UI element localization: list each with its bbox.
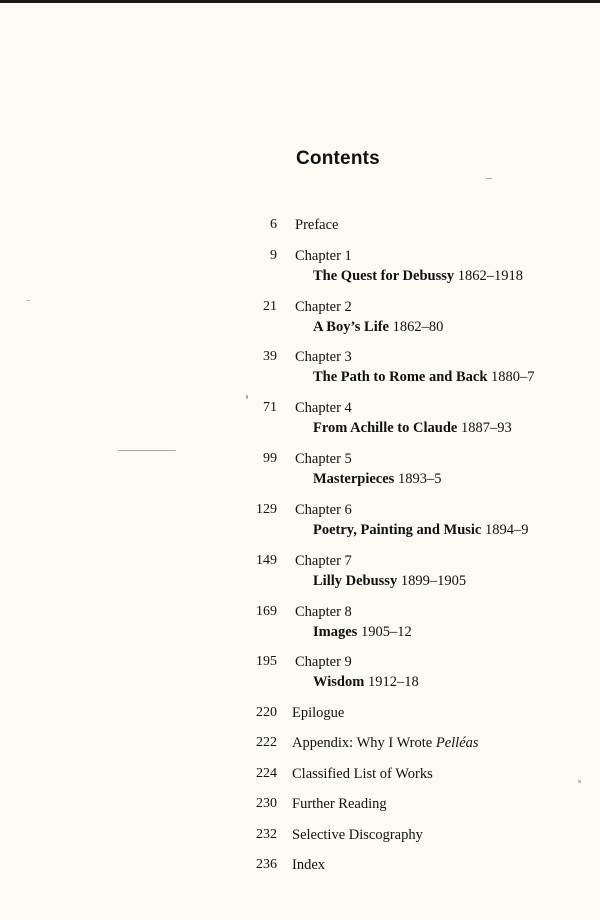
page-number: 224	[256, 766, 277, 781]
chapter-dates: 1912–18	[367, 674, 419, 690]
chapter-dates: 1862–80	[392, 319, 444, 335]
page-number: 71	[263, 400, 277, 415]
chapter-title	[313, 674, 419, 691]
page-number: 9	[270, 248, 277, 263]
chapter-dates: 1905–12	[360, 624, 412, 640]
page-number: 232	[256, 827, 277, 842]
scan-speck	[578, 780, 581, 783]
page-number: 230	[256, 796, 277, 811]
entry-label: Classified List of Works	[292, 766, 433, 782]
page-number: 39	[263, 349, 277, 364]
entry-label: Index	[292, 857, 326, 873]
chapter-title	[313, 319, 443, 336]
chapter-label: Chapter 1	[295, 248, 352, 264]
chapter-title-text: The Quest for Debussy	[313, 268, 455, 284]
chapter-title-text: Masterpieces	[313, 471, 395, 487]
chapter-dates: 1899–1905	[400, 573, 467, 589]
page-number: 21	[263, 299, 277, 314]
chapter-label: Chapter 3	[295, 349, 352, 365]
chapter-title	[313, 420, 512, 437]
chapter-title-text: Wisdom	[313, 674, 365, 690]
scan-speck	[118, 450, 176, 451]
entry-label-text: Appendix: Why I Wrote	[292, 735, 436, 751]
chapter-title-text: Poetry, Painting and Music	[313, 522, 482, 538]
chapter-title-text: Lilly Debussy	[313, 573, 398, 589]
entry-label: Selective Discography	[292, 827, 423, 843]
entry-label: Further Reading	[292, 796, 387, 812]
chapter-dates: 1887–93	[460, 420, 512, 436]
page-number: 195	[256, 654, 277, 669]
chapter-label: Chapter 9	[295, 654, 352, 670]
chapter-label: Chapter 7	[295, 553, 352, 569]
chapter-title	[313, 624, 412, 641]
scan-speck	[486, 178, 492, 179]
contents-title: Contents	[296, 148, 380, 169]
page-number: 169	[256, 604, 277, 619]
chapter-title	[313, 573, 466, 590]
chapter-title	[313, 522, 529, 539]
chapter-dates: 1894–9	[485, 522, 529, 538]
chapter-dates: 1893–5	[397, 471, 442, 487]
chapter-title-text: Images	[313, 624, 358, 640]
entry-label-italic: Pelléas	[435, 735, 479, 751]
chapter-title-text: A Boy’s Life	[313, 319, 389, 335]
chapter-label: Chapter 2	[295, 299, 352, 315]
page-number: 220	[256, 705, 277, 720]
page-number: 236	[256, 857, 277, 872]
entry-label: Preface	[295, 217, 339, 233]
chapter-dates: 1880–7	[491, 369, 535, 385]
scan-speck	[246, 395, 248, 399]
chapter-title-text: The Path to Rome and Back	[313, 369, 488, 385]
chapter-label: Chapter 8	[295, 604, 352, 620]
chapter-label: Chapter 4	[295, 400, 352, 416]
chapter-dates: 1862–1918	[457, 268, 523, 284]
chapter-label: Chapter 6	[295, 502, 352, 518]
page-number: 129	[256, 502, 277, 517]
chapter-title-text: From Achille to Claude	[313, 420, 458, 436]
page-number: 99	[263, 451, 277, 466]
chapter-title	[313, 268, 523, 285]
entry-label: Epilogue	[292, 705, 345, 721]
chapter-label: Chapter 5	[295, 451, 352, 467]
chapter-title	[313, 471, 441, 488]
scan-speck	[27, 300, 30, 301]
page-number: 149	[256, 553, 277, 568]
entry-label	[292, 735, 479, 752]
page-number: 6	[270, 217, 277, 232]
page-number: 222	[256, 735, 277, 750]
chapter-title	[313, 369, 535, 386]
